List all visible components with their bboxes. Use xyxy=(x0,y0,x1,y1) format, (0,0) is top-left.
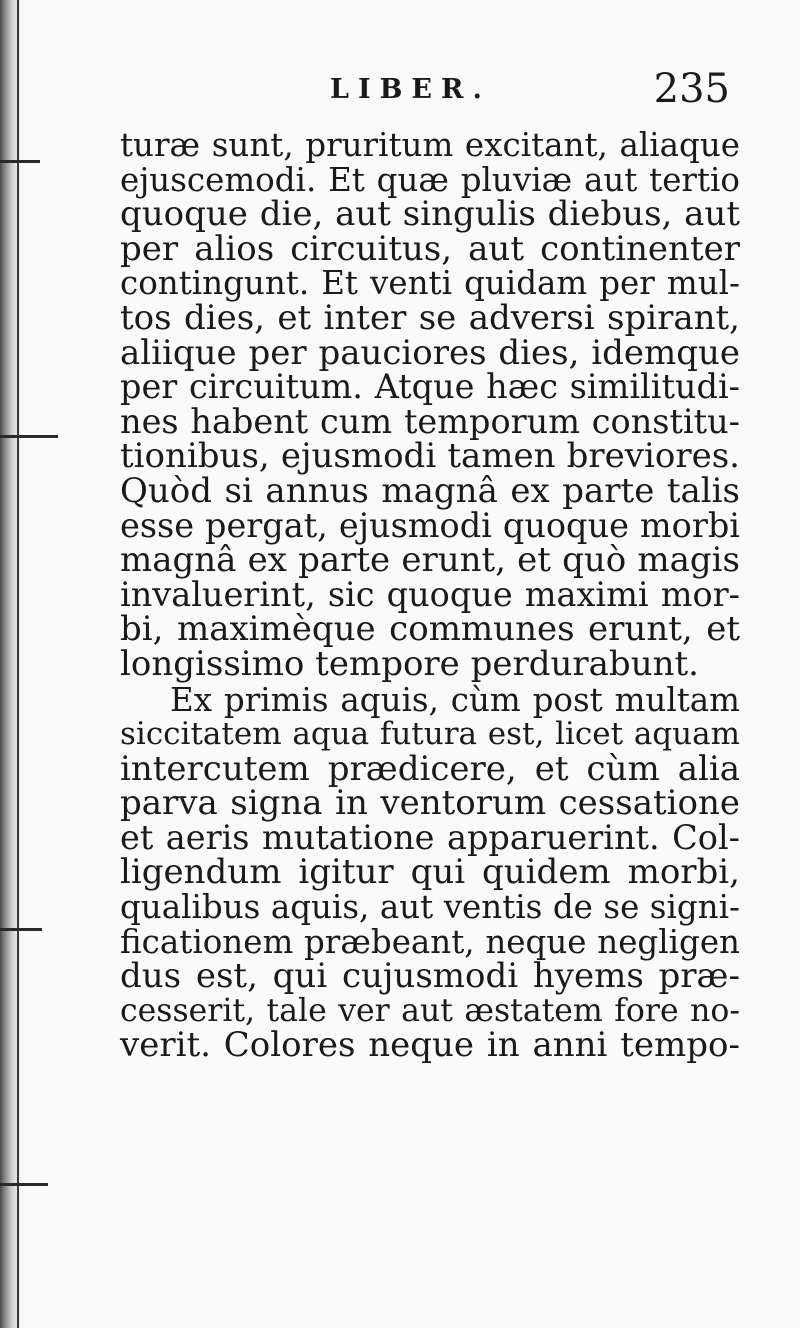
margin-mark xyxy=(0,1183,48,1186)
text-line: ligendum igitur qui quidem morbi, xyxy=(120,852,740,893)
text-line: esse pergat, ejusmodi quoque morbi xyxy=(120,505,740,545)
text-line: parva signa in ventorum cessatione xyxy=(120,783,740,824)
text-line: Ex primis aquis, cùm post multam xyxy=(170,680,740,719)
text-line: invaluerint, sic quoque maximi mor- xyxy=(120,574,740,614)
text-line: longissimo tempore perdurabunt. xyxy=(120,643,699,684)
text-line: cesserit, tale ver aut æstatem fore no- xyxy=(120,992,740,1029)
text-line: verit. Colores neque in anni tempo- xyxy=(120,1025,740,1066)
page-header xyxy=(0,66,800,122)
page-edge-line xyxy=(17,0,19,1328)
text-line: aliique per pauciores dies, idemque xyxy=(120,332,740,373)
text-line: dus est, qui cujusmodi hyems præ- xyxy=(120,956,740,997)
margin-mark xyxy=(0,928,42,931)
text-line: turæ sunt, pruritum excitant, aliaque xyxy=(120,126,740,164)
text-line: tionibus, ejusmodi tamen breviores. xyxy=(120,436,740,477)
text-line: contingunt. Et venti quidam per mul- xyxy=(120,264,740,303)
text-line: ficationem præbeant, neque negligen xyxy=(120,922,740,961)
text-line: quoque die, aut singulis diebus, aut xyxy=(120,194,740,235)
text-line: tos dies, et inter se adversi spirant, xyxy=(120,297,740,338)
body-text xyxy=(120,126,740,1066)
text-line: per alios circuitus, aut continenter xyxy=(120,228,740,269)
margin-mark xyxy=(0,160,40,163)
running-title: LIBER. xyxy=(330,74,491,105)
text-line: bi, maximèque communes erunt, et xyxy=(120,609,740,650)
text-line: ejuscemodi. Et quæ pluviæ aut tertio xyxy=(120,160,740,199)
text-line: intercutem prædicere, et cùm alia xyxy=(120,748,740,789)
text-line: nes habent cum temporum constitu- xyxy=(120,401,740,441)
margin-mark xyxy=(0,435,58,438)
text-line: per circuitum. Atque hæc similitudi- xyxy=(120,367,740,407)
text-line: et aeris mutatione apparuerint. Col- xyxy=(120,817,740,857)
text-line: qualibus aquis, aut ventis de se signi- xyxy=(120,888,740,927)
text-line: siccitatem aqua futura est, licet aquam xyxy=(120,716,740,753)
paragraph-1 xyxy=(120,128,740,682)
page-number: 235 xyxy=(653,66,730,112)
text-line: Quòd si annus magnâ ex parte talis xyxy=(120,470,740,511)
paragraph-2 xyxy=(120,680,740,1066)
text-line: magnâ ex parte erunt, et quò magis xyxy=(120,540,740,581)
